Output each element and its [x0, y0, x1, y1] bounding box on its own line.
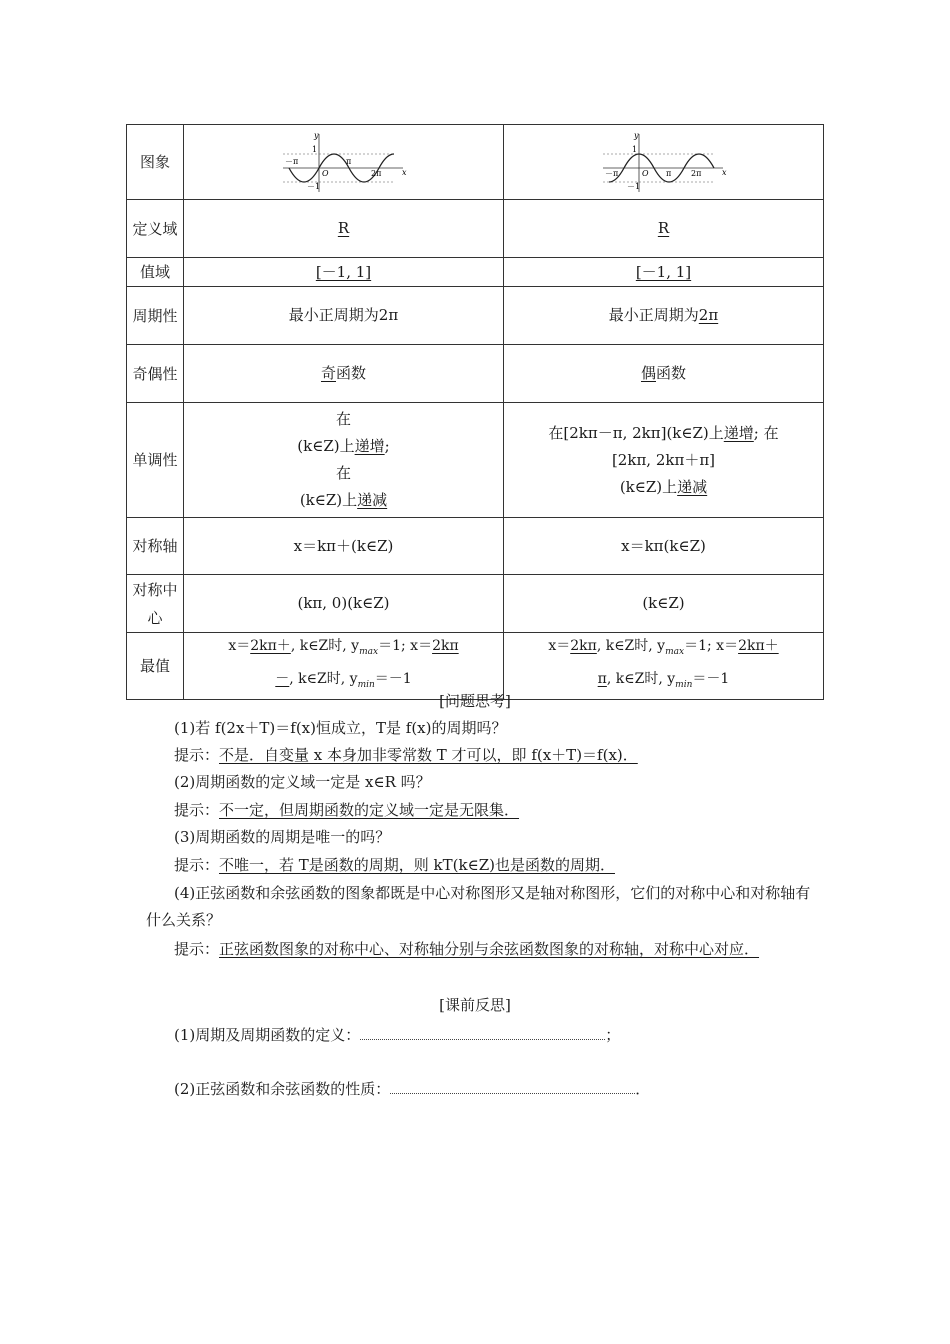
question-1: (1)若 f(2x＋T)＝f(x)恒成立，T是 f(x)的周期吗？ — [174, 719, 507, 737]
svg-text:－π: －π — [604, 169, 618, 178]
sin-mono-line1: 在 — [335, 410, 351, 428]
answer-4: 提示：正弦函数图象的对称中心、对称轴分别与余弦函数图象的对称轴，对称中心对应． — [174, 940, 760, 958]
svg-text:x: x — [721, 168, 727, 177]
row-label-parity: 奇偶性 — [127, 345, 184, 403]
cos-monotonicity — [504, 403, 824, 518]
row-label-axis: 对称轴 — [127, 518, 184, 575]
sin-graph-cell — [184, 125, 504, 200]
sin-parity-rest: 函数 — [336, 364, 367, 382]
reflection-1-blank[interactable] — [360, 1025, 605, 1040]
sin-axis: x＝kπ＋(k∈Z) — [293, 536, 394, 555]
svg-text:y: y — [633, 131, 639, 140]
answer-1: 提示：不是．自变量 x 本身加非零常数 T 才可以，即 f(x＋T)＝f(x)． — [174, 746, 638, 764]
cos-range: [－1, 1] — [635, 262, 692, 281]
sin-mono-line3: 在 — [335, 464, 351, 482]
row-label-period: 周期性 — [127, 287, 184, 345]
cos-domain: R — [657, 219, 670, 237]
sin-center: (kπ, 0)(k∈Z) — [297, 594, 390, 612]
sine-graph — [279, 130, 409, 194]
cos-mono-line3: (k∈Z)上递减 — [619, 477, 708, 496]
sin-extreme: x＝2kπ＋, k∈Z时, $y_{max}=1$; x＝2kπ －, k∈Z时, $y_{min}=-1$ — [184, 633, 504, 700]
svg-text:－π: －π — [284, 157, 298, 166]
row-label-domain: 定义域 — [127, 200, 184, 258]
row-label-extreme: 最值 — [127, 633, 184, 700]
cos-mono-line1: 在[2kπ－π, 2kπ](k∈Z)上递增; 在 — [548, 423, 779, 442]
cos-axis: x＝kπ(k∈Z) — [621, 536, 706, 555]
cos-parity-rest: 函数 — [656, 364, 687, 382]
graph-row — [127, 125, 824, 200]
row-label-graph: 图象 — [127, 125, 184, 200]
svg-text:π: π — [665, 169, 671, 178]
center-row — [127, 575, 824, 633]
cos-graph-cell — [504, 125, 824, 200]
cos-mono-line2: [2kπ, 2kπ＋π] — [611, 450, 716, 469]
answer-3: 提示：不唯一，若 T是函数的周期，则 kT(k∈Z)也是函数的周期． — [174, 856, 615, 874]
questions-title: [问题思考] — [439, 692, 511, 710]
sin-monotonicity — [184, 403, 504, 518]
cos-period-value: 2π — [698, 306, 719, 324]
reflection-2-blank[interactable] — [390, 1079, 635, 1094]
domain-row — [127, 200, 824, 258]
cos-parity: 偶 — [640, 364, 656, 382]
answer-2: 提示：不一定，但周期函数的定义域一定是无限集． — [174, 801, 520, 819]
axis-row — [127, 518, 824, 575]
row-label-monotonicity: 单调性 — [127, 403, 184, 518]
reflection-1: (1)周期及周期函数的定义： ； — [174, 1026, 621, 1044]
svg-text:x: x — [401, 168, 407, 177]
svg-text:－1: －1 — [306, 182, 320, 191]
sin-range: [－1, 1] — [315, 262, 372, 281]
svg-text:π: π — [345, 157, 351, 166]
sin-domain: R — [337, 219, 350, 237]
parity-row — [127, 345, 824, 403]
question-4: (4)正弦函数和余弦函数的图象都既是中心对称图形又是轴对称图形，它们的对称中心和对称轴有什么关系？ — [146, 884, 811, 929]
svg-text:y: y — [313, 131, 319, 140]
svg-text:O: O — [321, 169, 329, 178]
properties-table — [126, 124, 824, 700]
sin-mono-line4: (k∈Z)上递减 — [299, 491, 388, 509]
question-2: (2)周期函数的定义域一定是 x∈R 吗？ — [174, 773, 431, 791]
question-3: (3)周期函数的周期是唯一的吗？ — [174, 828, 391, 846]
range-row — [127, 258, 824, 287]
row-label-center: 对称中心 — [127, 575, 184, 633]
cos-period-prefix: 最小正周期为 — [608, 306, 699, 324]
cos-extreme: x＝2kπ, k∈Z时, $y_{max}=1$; x＝2kπ＋ π, k∈Z时, $y_{min}=-1$ — [504, 633, 824, 700]
monotonicity-row — [127, 403, 824, 518]
svg-text:2π: 2π — [690, 169, 701, 178]
svg-text:O: O — [641, 169, 649, 178]
cosine-graph — [599, 130, 729, 194]
svg-text:1: 1 — [311, 145, 317, 154]
svg-text:1: 1 — [631, 145, 637, 154]
cos-center: (k∈Z) — [642, 594, 685, 612]
period-row — [127, 287, 824, 345]
sin-mono-line2: (k∈Z)上递增; — [297, 437, 390, 455]
reflection-title: [课前反思] — [439, 996, 511, 1014]
svg-text:－1: －1 — [626, 182, 640, 191]
sin-period: 最小正周期为2π — [288, 306, 399, 324]
row-label-range: 值域 — [127, 258, 184, 287]
svg-text:2π: 2π — [370, 169, 381, 178]
reflection-2: (2)正弦函数和余弦函数的性质： ． — [174, 1080, 651, 1098]
sin-parity: 奇 — [320, 364, 336, 382]
